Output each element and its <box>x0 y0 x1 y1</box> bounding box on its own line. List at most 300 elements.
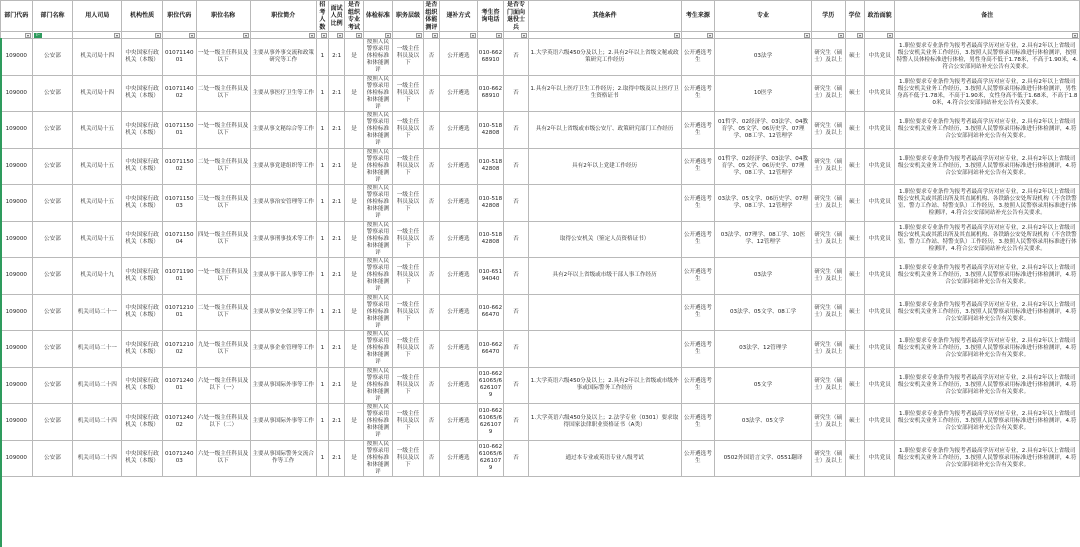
table-cell[interactable]: 109000 <box>1 112 33 149</box>
table-cell[interactable]: 中央国家行政机关（本级） <box>122 185 163 222</box>
table-cell[interactable]: 0107115004 <box>162 221 196 258</box>
table-cell[interactable]: 是 <box>345 258 363 295</box>
table-cell[interactable]: 二处一级主任科员及以下 <box>196 75 250 112</box>
table-cell[interactable]: 公开遴选考生 <box>681 294 715 331</box>
table-cell[interactable]: 1 <box>316 258 328 295</box>
table-cell[interactable]: 否 <box>423 75 439 112</box>
table-cell[interactable]: 主要从事医疗卫生等工作 <box>250 75 316 112</box>
table-cell[interactable]: 主要从事干部人事等工作 <box>250 258 316 295</box>
table-cell[interactable]: 机关司局十五 <box>73 112 122 149</box>
table-cell[interactable]: 中央国家行政机关（本级） <box>122 258 163 295</box>
table-cell[interactable]: 2:1 <box>329 258 345 295</box>
table-cell[interactable]: 按照人民警察录用体检标准和体能测评 <box>363 331 393 368</box>
table-cell[interactable]: 2:1 <box>329 331 345 368</box>
filter-dropdown-icon[interactable] <box>114 33 120 38</box>
table-cell[interactable]: 一级主任科员及以下 <box>393 294 424 331</box>
table-row[interactable] <box>1 221 1080 258</box>
column-header[interactable]: 其他条件 <box>528 1 681 32</box>
table-cell[interactable]: 否 <box>423 185 439 222</box>
table-cell[interactable]: 1 <box>316 440 328 477</box>
filter-dropdown-icon[interactable] <box>243 33 249 38</box>
table-cell[interactable]: 010-65194040 <box>477 258 503 295</box>
filter-dropdown-icon[interactable] <box>470 33 476 38</box>
table-cell[interactable]: 公开遴选 <box>440 440 478 477</box>
table-cell[interactable]: 03法学 <box>715 258 812 295</box>
table-cell[interactable]: 010-51842808 <box>477 148 503 185</box>
table-cell[interactable]: 研究生（硕士）及以上 <box>811 404 845 441</box>
column-header[interactable]: 面试人员比例 <box>329 1 345 32</box>
filter-dropdown-icon[interactable] <box>309 33 315 38</box>
table-cell[interactable]: 中共党员 <box>864 39 895 76</box>
table-cell[interactable]: 公开遴选 <box>440 75 478 112</box>
table-cell[interactable]: 中央国家行政机关（本级） <box>122 440 163 477</box>
filter-dropdown-icon[interactable] <box>385 33 391 38</box>
table-cell[interactable]: 机关司局十五 <box>73 148 122 185</box>
table-cell[interactable]: 0107121001 <box>162 294 196 331</box>
table-cell[interactable]: 公安部 <box>32 440 73 477</box>
table-cell[interactable]: 是 <box>345 39 363 76</box>
table-row[interactable] <box>1 185 1080 222</box>
column-header[interactable]: 职务层级 <box>393 1 424 32</box>
table-cell[interactable]: 公开遴选 <box>440 148 478 185</box>
table-cell[interactable]: 109000 <box>1 185 33 222</box>
table-cell[interactable]: 中央国家行政机关（本级） <box>122 331 163 368</box>
table-cell[interactable]: 公开遴选 <box>440 185 478 222</box>
table-cell[interactable]: 1.职位要求专业条件为报考者最高学历对应专业，2.具有2年以上省级司级公安机关业务工作经历，3.按照人民警察录用标准进行体检测评，4.符合公安部同站补充公告有关要求。 <box>895 440 1080 477</box>
table-cell[interactable]: 三处一级主任科员及以下 <box>196 185 250 222</box>
table-cell[interactable]: 010-66261065/66261079 <box>477 404 503 441</box>
table-cell[interactable]: 03法学、07理学、08工学、10医学、12管理学 <box>715 221 812 258</box>
table-cell[interactable]: 中共党员 <box>864 440 895 477</box>
table-cell[interactable]: 按照人民警察录用体检标准和体能测评 <box>363 148 393 185</box>
table-cell[interactable]: 二处一级主任科员及以下 <box>196 148 250 185</box>
table-cell[interactable]: 0107124001 <box>162 367 196 404</box>
table-cell[interactable]: 按照人民警察录用体检标准和体能测评 <box>363 185 393 222</box>
table-cell[interactable]: 主要从事安全保卫等工作 <box>250 294 316 331</box>
table-cell[interactable]: 01哲学、02经济学、03法学、04教育学、05文学、06历史学、07理学、08工学、12管理学 <box>715 112 812 149</box>
table-cell[interactable]: 01哲学、02经济学、03法学、04教育学、05文学、06历史学、07理学、08工学、12管理学 <box>715 148 812 185</box>
table-cell[interactable]: 否 <box>504 331 528 368</box>
table-cell[interactable]: 否 <box>423 404 439 441</box>
table-cell[interactable]: 研究生（硕士）及以上 <box>811 331 845 368</box>
table-cell[interactable]: 否 <box>423 221 439 258</box>
table-cell[interactable]: 具有2年以上省级或市级干部人事工作经历 <box>528 258 681 295</box>
table-cell[interactable]: 具有2年以上党建工作经历 <box>528 148 681 185</box>
table-cell[interactable]: 1 <box>316 75 328 112</box>
table-cell[interactable]: 公开遴选考生 <box>681 331 715 368</box>
table-row[interactable] <box>1 404 1080 441</box>
table-cell[interactable]: 1 <box>316 331 328 368</box>
table-cell[interactable]: 主要从事刑事技术等工作 <box>250 221 316 258</box>
table-cell[interactable]: 010-51842808 <box>477 112 503 149</box>
table-cell[interactable]: 中央国家行政机关（本级） <box>122 221 163 258</box>
table-cell[interactable]: 是 <box>345 112 363 149</box>
table-cell[interactable]: 2:1 <box>329 221 345 258</box>
table-cell[interactable]: 否 <box>504 404 528 441</box>
table-cell[interactable]: 通过本专业或英语专业八级考试 <box>528 440 681 477</box>
table-cell[interactable]: 公开遴选 <box>440 331 478 368</box>
table-cell[interactable]: 1.职位要求专业条件为报考者最高学历对应专业，2.具有2年以上省级司级公安机关业务工作经历，3.按照人民警察录用标准进行体检测评，4.符合公安部同站补充公告有关要求。 <box>895 404 1080 441</box>
column-header[interactable]: 机构性质 <box>122 1 163 32</box>
table-cell[interactable]: 中央国家行政机关（本级） <box>122 75 163 112</box>
filter-dropdown-icon[interactable] <box>416 33 422 38</box>
filter-dropdown-icon[interactable] <box>521 33 527 38</box>
table-cell[interactable]: 公开遴选考生 <box>681 75 715 112</box>
table-cell[interactable]: 1.职位要求专业条件为报考者最高学历对应专业，2.具有2年以上省级司级公安机关业务工作经历，3.按照人民警察录用标准进行体检测评，4.符合公安部同站补充公告有关要求。 <box>895 367 1080 404</box>
table-cell[interactable]: 中共党员 <box>864 294 895 331</box>
table-cell[interactable]: 109000 <box>1 75 33 112</box>
table-cell[interactable]: 硕士 <box>845 367 864 404</box>
column-header[interactable]: 职位简介 <box>250 1 316 32</box>
table-cell[interactable]: 研究生（硕士）及以上 <box>811 75 845 112</box>
table-cell[interactable]: 0107114001 <box>162 39 196 76</box>
table-cell[interactable]: 一处一级主任科员及以下 <box>196 258 250 295</box>
table-cell[interactable]: 机关司局十五 <box>73 185 122 222</box>
table-cell[interactable]: 四处一级主任科员及以下 <box>196 221 250 258</box>
table-cell[interactable]: 一级主任科员及以下 <box>393 75 424 112</box>
table-cell[interactable]: 一级主任科员及以下 <box>393 112 424 149</box>
table-cell[interactable]: 否 <box>423 148 439 185</box>
table-cell[interactable]: 1.大学英语六级450分及以上；2.具有2年以上省级文秘或政策研究工作经历 <box>528 39 681 76</box>
table-cell[interactable]: 109000 <box>1 221 33 258</box>
table-cell[interactable]: 0107121002 <box>162 331 196 368</box>
table-cell[interactable]: 2:1 <box>329 112 345 149</box>
table-cell[interactable]: 公开遴选 <box>440 367 478 404</box>
column-header[interactable]: 考生来源 <box>681 1 715 32</box>
table-cell[interactable]: 一级主任科员及以下 <box>393 39 424 76</box>
table-cell[interactable]: 一级主任科员及以下 <box>393 148 424 185</box>
table-row[interactable] <box>1 440 1080 477</box>
table-cell[interactable]: 1.职位要求专业条件为报考者最高学历对应专业，2.具有2年以上省级司级公安机关或其派出所及其直属机构、各铁路公安处所设机构（不含铁警室、警力工作站、特警支队）工作经历，3.按照人民警察录用标准进行体检测评，4.符合公安部同站补充公告有关要求。 <box>895 221 1080 258</box>
table-cell[interactable]: 1 <box>316 148 328 185</box>
table-cell[interactable]: 1 <box>316 404 328 441</box>
table-cell[interactable]: 1 <box>316 367 328 404</box>
table-cell[interactable]: 否 <box>504 75 528 112</box>
table-cell[interactable]: 109000 <box>1 294 33 331</box>
table-cell[interactable]: 一处一级主任科员及以下 <box>196 112 250 149</box>
table-cell[interactable]: 机关司局十九 <box>73 258 122 295</box>
table-cell[interactable]: 05文学 <box>715 367 812 404</box>
column-header[interactable]: 是否组织专业考试 <box>345 1 363 32</box>
table-cell[interactable]: 研究生（硕士）及以上 <box>811 367 845 404</box>
table-cell[interactable]: 1 <box>316 185 328 222</box>
table-cell[interactable]: 0107115003 <box>162 185 196 222</box>
table-cell[interactable]: 否 <box>504 148 528 185</box>
table-cell[interactable]: 研究生（硕士）及以上 <box>811 148 845 185</box>
table-cell[interactable]: 机关司局二十一 <box>73 331 122 368</box>
table-cell[interactable]: 公开遴选考生 <box>681 148 715 185</box>
table-cell[interactable]: 硕士 <box>845 112 864 149</box>
table-cell[interactable]: 109000 <box>1 367 33 404</box>
column-header[interactable]: 学位 <box>845 1 864 32</box>
table-cell[interactable]: 109000 <box>1 404 33 441</box>
table-cell[interactable]: 主要从事治安管理等工作 <box>250 185 316 222</box>
table-cell[interactable]: 公开遴选 <box>440 258 478 295</box>
table-row[interactable] <box>1 148 1080 185</box>
table-cell[interactable]: 109000 <box>1 258 33 295</box>
table-cell[interactable]: 公开遴选考生 <box>681 440 715 477</box>
table-cell[interactable]: 研究生（硕士）及以上 <box>811 221 845 258</box>
table-cell[interactable]: 中央国家行政机关（本级） <box>122 367 163 404</box>
table-cell[interactable]: 109000 <box>1 39 33 76</box>
table-cell[interactable]: 硕士 <box>845 148 864 185</box>
table-cell[interactable]: 0107124002 <box>162 404 196 441</box>
table-cell[interactable]: 1.大学英语六级450分及以上；2.具有2年以上省级或市级外事或国际警务工作经历 <box>528 367 681 404</box>
table-cell[interactable]: 研究生（硕士）及以上 <box>811 294 845 331</box>
table-cell[interactable]: 否 <box>504 440 528 477</box>
table-cell[interactable]: 按照人民警察录用体检标准和体能测评 <box>363 75 393 112</box>
table-cell[interactable] <box>528 331 681 368</box>
filter-dropdown-icon[interactable] <box>707 33 713 38</box>
table-cell[interactable]: 0107115002 <box>162 148 196 185</box>
table-cell[interactable]: 研究生（硕士）及以上 <box>811 112 845 149</box>
table-cell[interactable]: 研究生（硕士）及以上 <box>811 258 845 295</box>
column-header[interactable]: 是否组织体能测评 <box>423 1 439 32</box>
table-cell[interactable]: 否 <box>423 39 439 76</box>
table-cell[interactable]: 硕士 <box>845 185 864 222</box>
table-cell[interactable]: 03法学、05文学 <box>715 404 812 441</box>
table-cell[interactable]: 中央国家行政机关（本级） <box>122 148 163 185</box>
table-cell[interactable]: 是 <box>345 294 363 331</box>
column-header[interactable]: 职位名称 <box>196 1 250 32</box>
table-cell[interactable]: 2:1 <box>329 39 345 76</box>
table-cell[interactable]: 中共党员 <box>864 258 895 295</box>
column-header[interactable]: 部门代码 <box>1 1 33 32</box>
table-cell[interactable]: 公开遴选考生 <box>681 185 715 222</box>
table-row[interactable] <box>1 112 1080 149</box>
table-cell[interactable]: 否 <box>423 367 439 404</box>
table-cell[interactable]: 六处一级主任科员及以下 <box>196 440 250 477</box>
table-cell[interactable]: 公开遴选 <box>440 221 478 258</box>
column-header[interactable]: 用人司局 <box>73 1 122 32</box>
column-header[interactable]: 是否专门面向退役士兵 <box>504 1 528 32</box>
table-cell[interactable]: 公开遴选 <box>440 39 478 76</box>
table-cell[interactable]: 1.职位要求专业条件为报考者最高学历对应专业，2.具有2年以上省级司级公安机关业务工作经历，3.按照人民警察录用标准进行体检测评，4.符合公安部同站补充公告有关要求。 <box>895 331 1080 368</box>
table-cell[interactable]: 一级主任科员及以下 <box>393 185 424 222</box>
table-cell[interactable]: 公安部 <box>32 294 73 331</box>
table-cell[interactable]: 0502外国语言文学、0551翻译 <box>715 440 812 477</box>
table-cell[interactable]: 公安部 <box>32 367 73 404</box>
filter-dropdown-icon[interactable] <box>838 33 844 38</box>
table-cell[interactable]: 2:1 <box>329 75 345 112</box>
table-cell[interactable]: 公安部 <box>32 331 73 368</box>
table-cell[interactable]: 109000 <box>1 440 33 477</box>
table-cell[interactable]: 010-66266470 <box>477 331 503 368</box>
table-cell[interactable]: 2:1 <box>329 294 345 331</box>
table-cell[interactable]: 03法学、05文学、06历史学、07理学、08工学、12管理学 <box>715 185 812 222</box>
table-cell[interactable]: 中共党员 <box>864 75 895 112</box>
column-header[interactable]: 部门名称 <box>32 1 73 32</box>
table-cell[interactable]: 研究生（硕士）及以上 <box>811 440 845 477</box>
table-cell[interactable]: 主要从事党建组织等工作 <box>250 148 316 185</box>
table-cell[interactable]: 中共党员 <box>864 331 895 368</box>
table-cell[interactable]: 否 <box>423 331 439 368</box>
table-cell[interactable]: 是 <box>345 440 363 477</box>
filter-dropdown-icon[interactable] <box>496 33 502 38</box>
table-cell[interactable]: 1.职位要求专业条件为报考者最高学历对应专业，2.具有2年以上省级司级公安机关业务工作经历，3.按照人民警察录用标准进行体检测评，男性身高不低于1.78米，不高于1.90米，女性身高不低于1.68米，不高于1.80米，4.符合公安部同站补充公告有关要求。 <box>895 75 1080 112</box>
table-cell[interactable]: 1.职位要求专业条件为报考者最高学历对应专业，2.具有2年以上省级司级公安机关业务工作经历，3.按照人民警察录用标准进行体检测评，4.符合公安部同站补充公告有关要求。 <box>895 148 1080 185</box>
table-cell[interactable]: 2:1 <box>329 185 345 222</box>
table-cell[interactable]: 2:1 <box>329 367 345 404</box>
filter-dropdown-icon[interactable] <box>189 33 195 38</box>
table-cell[interactable]: 0107115001 <box>162 112 196 149</box>
table-cell[interactable]: 具有2年以上省级或市级公安厅、政策研究部门工作经历 <box>528 112 681 149</box>
table-cell[interactable]: 公开遴选考生 <box>681 258 715 295</box>
table-cell[interactable]: 1 <box>316 39 328 76</box>
table-cell[interactable]: 中共党员 <box>864 367 895 404</box>
table-row[interactable] <box>1 75 1080 112</box>
table-cell[interactable]: 主要从事国际警务交流合作等工作 <box>250 440 316 477</box>
table-cell[interactable]: 取得公安机关（鉴定人员资格证书） <box>528 221 681 258</box>
table-cell[interactable]: 中央国家行政机关（本级） <box>122 112 163 149</box>
table-cell[interactable]: 六处一级主任科员及以下（一） <box>196 367 250 404</box>
filter-dropdown-icon[interactable] <box>432 33 438 38</box>
table-cell[interactable]: 主要从事国际外事等工作 <box>250 367 316 404</box>
table-cell[interactable]: 机关司局二十四 <box>73 440 122 477</box>
table-cell[interactable]: 0107124003 <box>162 440 196 477</box>
table-cell[interactable]: 1 <box>316 294 328 331</box>
table-cell[interactable]: 否 <box>423 294 439 331</box>
table-cell[interactable]: 公开遴选考生 <box>681 367 715 404</box>
table-cell[interactable]: 1 <box>316 112 328 149</box>
table-cell[interactable]: 中央国家行政机关（本级） <box>122 404 163 441</box>
table-cell[interactable]: 硕士 <box>845 294 864 331</box>
table-cell[interactable]: 是 <box>345 148 363 185</box>
filter-dropdown-icon[interactable] <box>674 33 680 38</box>
table-cell[interactable]: 机关司局十四 <box>73 75 122 112</box>
filter-dropdown-icon[interactable] <box>804 33 810 38</box>
table-cell[interactable]: 公开遴选 <box>440 294 478 331</box>
table-cell[interactable]: 机关司局二十一 <box>73 294 122 331</box>
table-cell[interactable]: 0107119001 <box>162 258 196 295</box>
table-cell[interactable]: 主要从事文秘综合等工作 <box>250 112 316 149</box>
table-cell[interactable]: 公开遴选考生 <box>681 39 715 76</box>
table-cell[interactable]: 按照人民警察录用体检标准和体能测评 <box>363 258 393 295</box>
filter-dropdown-icon[interactable] <box>25 33 31 38</box>
table-cell[interactable]: 2:1 <box>329 440 345 477</box>
table-cell[interactable]: 中共党员 <box>864 221 895 258</box>
table-cell[interactable]: 1.职位要求专业条件为报考者最高学历对应专业，2.具有2年以上省级司级公安机关业务工作经历，3.按照人民警察录用标准进行体检测评，4.符合公安部同站补充公告有关要求。 <box>895 294 1080 331</box>
table-cell[interactable]: 否 <box>504 258 528 295</box>
table-cell[interactable]: 按照人民警察录用体检标准和体能测评 <box>363 294 393 331</box>
column-header[interactable]: 专业 <box>715 1 812 32</box>
table-cell[interactable]: 硕士 <box>845 39 864 76</box>
table-cell[interactable]: 硕士 <box>845 258 864 295</box>
table-cell[interactable]: 否 <box>423 112 439 149</box>
filter-dropdown-icon[interactable] <box>356 33 362 38</box>
table-cell[interactable]: 1.职位要求专业条件为报考者最高学历对应专业，2.具有2年以上省级司级公安机关业务工作经历，3.按照人民警察录用标准进行体检测评，4.符合公安部同站补充公告有关要求。 <box>895 112 1080 149</box>
table-cell[interactable]: 中共党员 <box>864 112 895 149</box>
table-cell[interactable] <box>528 294 681 331</box>
table-cell[interactable]: 010-66268910 <box>477 39 503 76</box>
table-cell[interactable]: 否 <box>504 221 528 258</box>
table-cell[interactable]: 否 <box>504 185 528 222</box>
table-cell[interactable]: 一处一级主任科员及以下 <box>196 39 250 76</box>
table-cell[interactable]: 中央国家行政机关（本级） <box>122 294 163 331</box>
table-cell[interactable]: 1.大学英语六级450分及以上；2.法学专业（0301）要求取得国家法律职业资格证书（A类） <box>528 404 681 441</box>
column-header[interactable]: 递补方式 <box>440 1 478 32</box>
table-cell[interactable]: 1.职位要求专业条件为报考者最高学历对应专业，2.具有2年以上省级司级公安机关业务工作经历，3.按照人民警察录用标准进行体检测评，按照特警人员体检标准进行体检，男性身高不低于1.78米，不高于1.90米，4.符合公安部同站补充公告有关要求。 <box>895 39 1080 76</box>
table-cell[interactable]: 公安部 <box>32 112 73 149</box>
filter-dropdown-icon[interactable] <box>1072 33 1078 38</box>
table-cell[interactable]: 中共党员 <box>864 185 895 222</box>
table-row[interactable] <box>1 367 1080 404</box>
table-row[interactable] <box>1 39 1080 76</box>
table-cell[interactable]: 公开遴选 <box>440 112 478 149</box>
table-cell[interactable]: 机关司局二十四 <box>73 367 122 404</box>
table-cell[interactable]: 公开遴选考生 <box>681 404 715 441</box>
table-cell[interactable]: 机关司局二十四 <box>73 404 122 441</box>
table-cell[interactable]: 按照人民警察录用体检标准和体能测评 <box>363 404 393 441</box>
table-cell[interactable]: 否 <box>504 367 528 404</box>
table-cell[interactable]: 公开遴选考生 <box>681 221 715 258</box>
table-cell[interactable]: 一级主任科员及以下 <box>393 367 424 404</box>
column-header[interactable]: 政治面貌 <box>864 1 895 32</box>
column-header[interactable]: 学历 <box>811 1 845 32</box>
table-cell[interactable]: 010-66261065/66261079 <box>477 440 503 477</box>
table-cell[interactable]: 一级主任科员及以下 <box>393 404 424 441</box>
table-cell[interactable]: 10医学 <box>715 75 812 112</box>
table-cell[interactable]: 中共党员 <box>864 148 895 185</box>
table-cell[interactable]: 硕士 <box>845 440 864 477</box>
table-cell[interactable]: 六处一级主任科员及以下（二） <box>196 404 250 441</box>
table-cell[interactable]: 按照人民警察录用体检标准和体能测评 <box>363 367 393 404</box>
table-cell[interactable]: 主要从事国际外事等工作 <box>250 404 316 441</box>
filter-dropdown-icon[interactable] <box>321 33 327 38</box>
table-cell[interactable]: 按照人民警察录用体检标准和体能测评 <box>363 39 393 76</box>
table-cell[interactable]: 109000 <box>1 148 33 185</box>
table-cell[interactable]: 主要从事外事交流和政策研究等工作 <box>250 39 316 76</box>
table-cell[interactable]: 按照人民警察录用体检标准和体能测评 <box>363 221 393 258</box>
active-filter-icon[interactable]: T- <box>35 31 40 38</box>
table-cell[interactable]: 否 <box>504 294 528 331</box>
table-cell[interactable]: 研究生（硕士）及以上 <box>811 185 845 222</box>
column-header[interactable]: 体检标准 <box>363 1 393 32</box>
table-cell[interactable]: 硕士 <box>845 404 864 441</box>
table-cell[interactable]: 010-51842808 <box>477 185 503 222</box>
table-cell[interactable]: 主要从事企业管理等工作 <box>250 331 316 368</box>
table-cell[interactable]: 否 <box>504 39 528 76</box>
table-cell[interactable]: 中共党员 <box>864 404 895 441</box>
table-cell[interactable]: 否 <box>504 112 528 149</box>
table-cell[interactable]: 按照人民警察录用体检标准和体能测评 <box>363 112 393 149</box>
table-cell[interactable]: 是 <box>345 75 363 112</box>
table-cell[interactable]: 是 <box>345 185 363 222</box>
table-cell[interactable]: 03法学 <box>715 39 812 76</box>
table-cell[interactable]: 公开遴选 <box>440 404 478 441</box>
table-cell[interactable]: 是 <box>345 367 363 404</box>
column-header[interactable]: 备注 <box>895 1 1080 32</box>
table-cell[interactable]: 公安部 <box>32 185 73 222</box>
column-header[interactable]: 职位代码 <box>162 1 196 32</box>
table-cell[interactable]: 公安部 <box>32 258 73 295</box>
table-cell[interactable]: 否 <box>423 440 439 477</box>
table-cell[interactable]: 机关司局十五 <box>73 221 122 258</box>
table-cell[interactable]: 0107114002 <box>162 75 196 112</box>
table-cell[interactable]: 公安部 <box>32 39 73 76</box>
table-cell[interactable]: 010-66261065/66261079 <box>477 367 503 404</box>
table-cell[interactable]: 1 <box>316 221 328 258</box>
table-cell[interactable]: 1.职位要求专业条件为报考者最高学历对应专业，2.具有2年以上省级司级公安机关业务工作经历，3.按照人民警察录用标准进行体检测评，4.符合公安部同站补充公告有关要求。 <box>895 258 1080 295</box>
table-cell[interactable]: 机关司局十四 <box>73 39 122 76</box>
table-cell[interactable]: 一级主任科员及以下 <box>393 221 424 258</box>
table-row[interactable] <box>1 258 1080 295</box>
table-cell[interactable]: 否 <box>423 258 439 295</box>
table-cell[interactable]: 一级主任科员及以下 <box>393 258 424 295</box>
table-cell[interactable]: 一级主任科员及以下 <box>393 440 424 477</box>
filter-dropdown-icon[interactable] <box>857 33 863 38</box>
filter-dropdown-icon[interactable] <box>887 33 893 38</box>
